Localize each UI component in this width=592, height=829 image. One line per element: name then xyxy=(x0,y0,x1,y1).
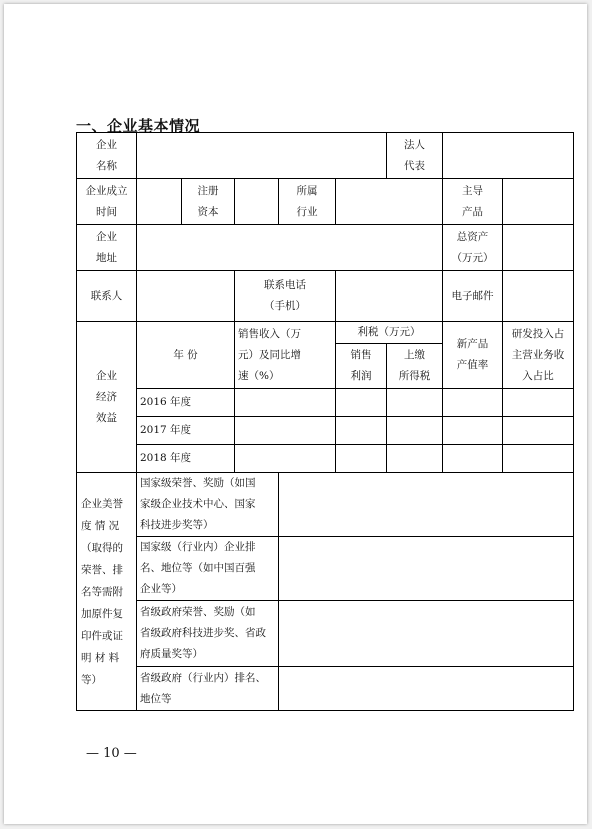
legal-rep-label: 法人 代表 xyxy=(387,133,443,179)
year-2018-label: 2018 年度 xyxy=(137,445,235,473)
industry-label: 所属 行业 xyxy=(279,179,336,225)
email-label: 电子邮件 xyxy=(443,271,503,322)
economic-benefit-label: 企业 经济 效益 xyxy=(77,322,137,473)
sales-revenue-2017[interactable] xyxy=(235,417,336,445)
new-product-value-2018[interactable] xyxy=(443,445,503,473)
national-honors-label: 国家级荣誉、奖励（如国 家级企业技术中心、国家 科技进步奖等） xyxy=(137,473,279,537)
profit-tax-header: 利税（万元） xyxy=(336,322,443,344)
income-tax-2017[interactable] xyxy=(387,417,443,445)
address-label: 企业 地址 xyxy=(77,225,137,271)
national-ranking-value[interactable] xyxy=(279,537,574,601)
sales-profit-2018[interactable] xyxy=(336,445,387,473)
national-ranking-label: 国家级（行业内）企业排 名、地位等（如中国百强 企业等） xyxy=(137,537,279,601)
phone-label: 联系电话 （手机） xyxy=(235,271,336,322)
registered-capital-value[interactable] xyxy=(235,179,279,225)
document-page xyxy=(4,4,587,824)
national-honors-value[interactable] xyxy=(279,473,574,537)
rd-ratio-2017[interactable] xyxy=(503,417,574,445)
industry-value[interactable] xyxy=(336,179,443,225)
rd-ratio-2018[interactable] xyxy=(503,445,574,473)
email-value[interactable] xyxy=(503,271,574,322)
rd-ratio-2016[interactable] xyxy=(503,389,574,417)
phone-value[interactable] xyxy=(336,271,443,322)
company-name-value[interactable] xyxy=(137,133,387,179)
provincial-ranking-value[interactable] xyxy=(279,667,574,711)
income-tax-header: 上缴 所得税 xyxy=(387,344,443,389)
year-header: 年 份 xyxy=(137,322,235,389)
sales-revenue-header: 销售收入（万 元）及同比增 速（%） xyxy=(235,322,336,389)
provincial-ranking-label: 省级政府（行业内）排名、 地位等 xyxy=(137,667,279,711)
sales-revenue-2016[interactable] xyxy=(235,389,336,417)
established-label: 企业成立 时间 xyxy=(77,179,137,225)
page-number: — 10 — xyxy=(86,746,137,761)
sales-profit-2016[interactable] xyxy=(336,389,387,417)
contact-value[interactable] xyxy=(137,271,235,322)
provincial-honors-value[interactable] xyxy=(279,601,574,667)
registered-capital-label: 注册 资本 xyxy=(182,179,235,225)
company-name-label: 企业 名称 xyxy=(77,133,137,179)
rd-ratio-header: 研发投入占 主营业务收 入占比 xyxy=(503,322,574,389)
section-title: 一、企业基本情况 xyxy=(76,117,201,135)
honors-label: 企业美誉 度 情 况 （取得的 荣誉、排 名等需附 加原件复 印件或证 明 材 料 等） xyxy=(77,473,137,711)
total-assets-value[interactable] xyxy=(503,225,574,271)
established-value[interactable] xyxy=(137,179,182,225)
income-tax-2016[interactable] xyxy=(387,389,443,417)
year-2016-label: 2016 年度 xyxy=(137,389,235,417)
income-tax-2018[interactable] xyxy=(387,445,443,473)
legal-rep-value[interactable] xyxy=(443,133,574,179)
contact-label: 联系人 xyxy=(77,271,137,322)
provincial-honors-label: 省级政府荣誉、奖励（如 省级政府科技进步奖、省政 府质量奖等） xyxy=(137,601,279,667)
sales-revenue-2018[interactable] xyxy=(235,445,336,473)
sales-profit-header: 销售 利润 xyxy=(336,344,387,389)
main-product-label: 主导 产品 xyxy=(443,179,503,225)
new-product-value-2017[interactable] xyxy=(443,417,503,445)
year-2017-label: 2017 年度 xyxy=(137,417,235,445)
new-product-value-header: 新产品 产值率 xyxy=(443,322,503,389)
main-product-value[interactable] xyxy=(503,179,574,225)
enterprise-info-table xyxy=(76,132,574,711)
total-assets-label: 总资产 （万元） xyxy=(443,225,503,271)
new-product-value-2016[interactable] xyxy=(443,389,503,417)
sales-profit-2017[interactable] xyxy=(336,417,387,445)
address-value[interactable] xyxy=(137,225,443,271)
